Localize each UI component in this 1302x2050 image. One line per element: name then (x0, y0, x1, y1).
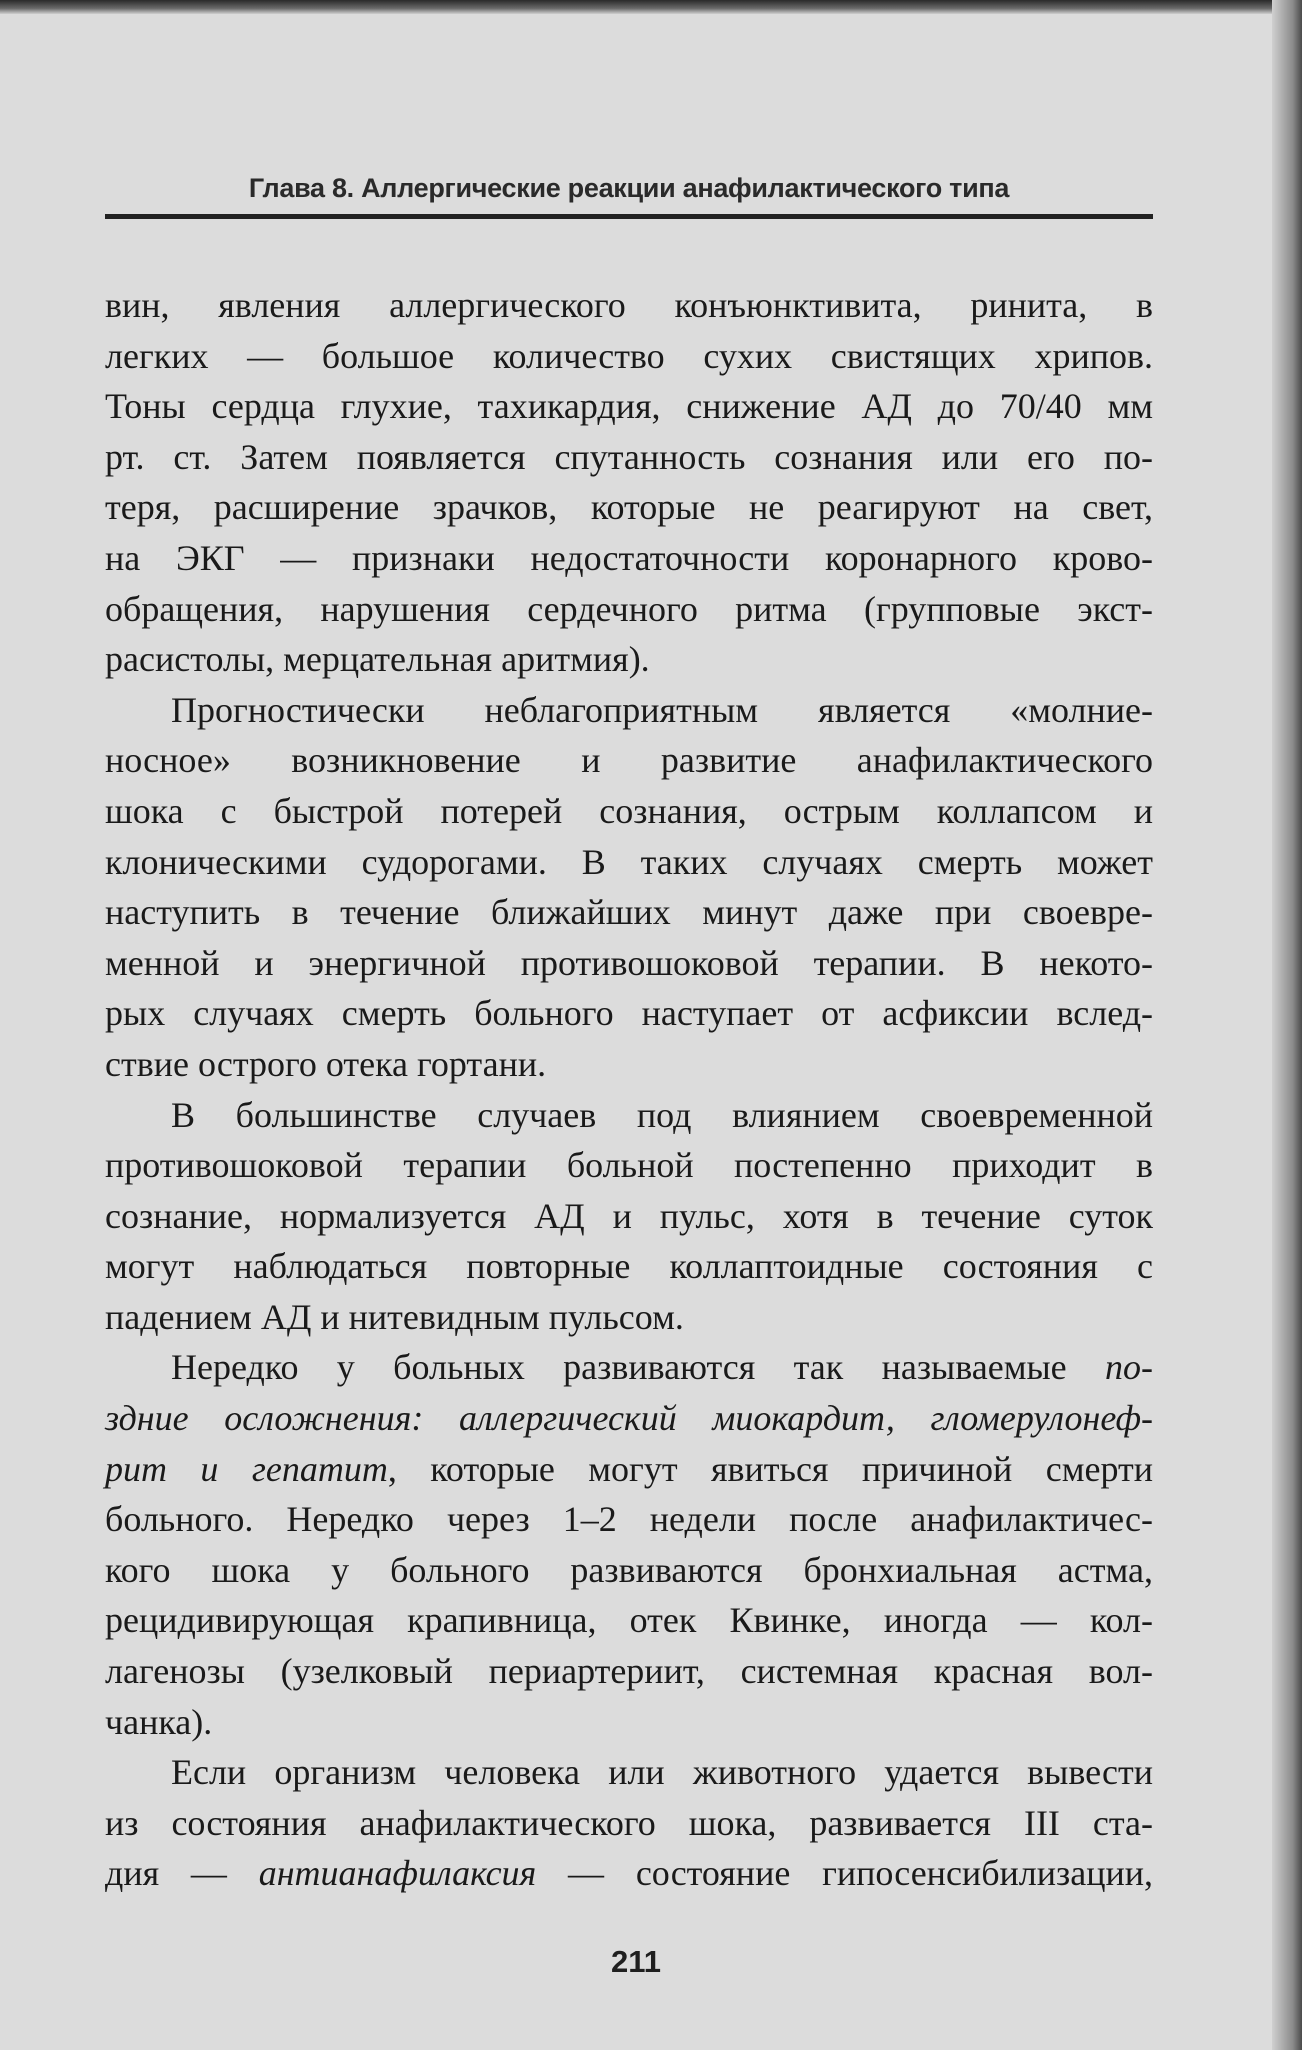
scan-edge-right (1272, 0, 1302, 2050)
paragraph-3 (105, 1090, 1153, 1343)
text-line (105, 1342, 1153, 1393)
scan-edge-top (0, 0, 1302, 14)
paragraph-2 (105, 685, 1153, 1090)
text-line: больного. Нередко через 1–2 недели после анафилактичес- (105, 1499, 1153, 1540)
text-line (105, 1393, 1153, 1444)
text-line: могут наблюдаться повторные коллаптоидные состояния с (105, 1246, 1153, 1287)
text-line (105, 1848, 1153, 1899)
text-line: Если организм человека или животного удается вывести (171, 1752, 1153, 1793)
paragraph-1 (105, 280, 1153, 685)
paragraph-5 (105, 1747, 1153, 1899)
text-line: рецидивирующая крапивница, отек Квинке, иногда — кол- (105, 1600, 1153, 1641)
body-text (105, 280, 1153, 1899)
text-line: обращения, нарушения сердечного ритма (групповые экст- (105, 588, 1153, 629)
paragraph-4 (105, 1342, 1153, 1747)
text-line: носное» возникновение и развитие анафилактического (105, 740, 1153, 781)
text-line: Прогностически неблагоприятным является «молние- (171, 689, 1153, 730)
text-line (105, 1444, 1153, 1495)
italic-run: рит и гепатит (105, 1448, 388, 1489)
text-line: расистолы, мерцательная аритмия). (105, 639, 650, 680)
italic-run: по- (1105, 1347, 1153, 1388)
text-line: менной и энергичной противошоковой терапии. В некото- (105, 942, 1153, 983)
text-line: Тоны сердца глухие, тахикардия, снижение АД до 70/40 мм (105, 386, 1153, 427)
text-line: из состояния анафилактического шока, развивается III ста- (105, 1802, 1153, 1843)
text-run: , которые могут явиться причиной смерти (387, 1448, 1153, 1489)
text-run: Нередко у больных развиваются так называемые (171, 1347, 1105, 1388)
text-line: В большинстве случаев под влиянием своевременной (171, 1094, 1153, 1135)
text-line: падением АД и нитевидным пульсом. (105, 1296, 684, 1337)
text-line: чанка). (105, 1701, 213, 1742)
text-line: легких — большое количество сухих свистящих хрипов. (105, 335, 1153, 376)
text-run: дия — (105, 1853, 259, 1894)
text-line: рых случаях смерть больного наступает от асфиксии вслед- (105, 993, 1153, 1034)
running-head: Глава 8. Аллергические реакции анафилактического типа (105, 164, 1153, 219)
text-line: ствие острого отека гортани. (105, 1043, 547, 1084)
text-line: противошоковой терапии больной постепенно приходит в (105, 1145, 1153, 1186)
book-page (0, 14, 1272, 2050)
text-line: кого шока у больного развиваются бронхиальная астма, (105, 1549, 1153, 1590)
text-line: клоническими судорогами. В таких случаях смерть может (105, 841, 1153, 882)
text-line: лагенозы (узелковый периартериит, системная красная вол- (105, 1651, 1153, 1692)
page-number: 211 (610, 1944, 661, 1979)
italic-run: антианафилаксия (258, 1853, 537, 1894)
text-line: теря, расширение зрачков, которые не реагируют на свет, (105, 487, 1153, 528)
text-line: на ЭКГ — признаки недостаточности коронарного крово- (105, 537, 1153, 578)
italic-run: здние осложнения: аллергический миокардит, гломерулонеф- (105, 1398, 1153, 1439)
text-line: шока с быстрой потерей сознания, острым коллапсом и (105, 790, 1153, 831)
text-run: — состояние гипосенсибилизации, (536, 1853, 1153, 1894)
text-line: сознание, нормализуется АД и пульс, хотя в течение суток (105, 1195, 1153, 1236)
text-line: вин, явления аллергического конъюнктивита, ринита, в (105, 285, 1153, 325)
text-line: рт. ст. Затем появляется спутанность сознания или его по- (105, 436, 1153, 477)
text-line: наступить в течение ближайших минут даже при своевре- (105, 892, 1153, 933)
